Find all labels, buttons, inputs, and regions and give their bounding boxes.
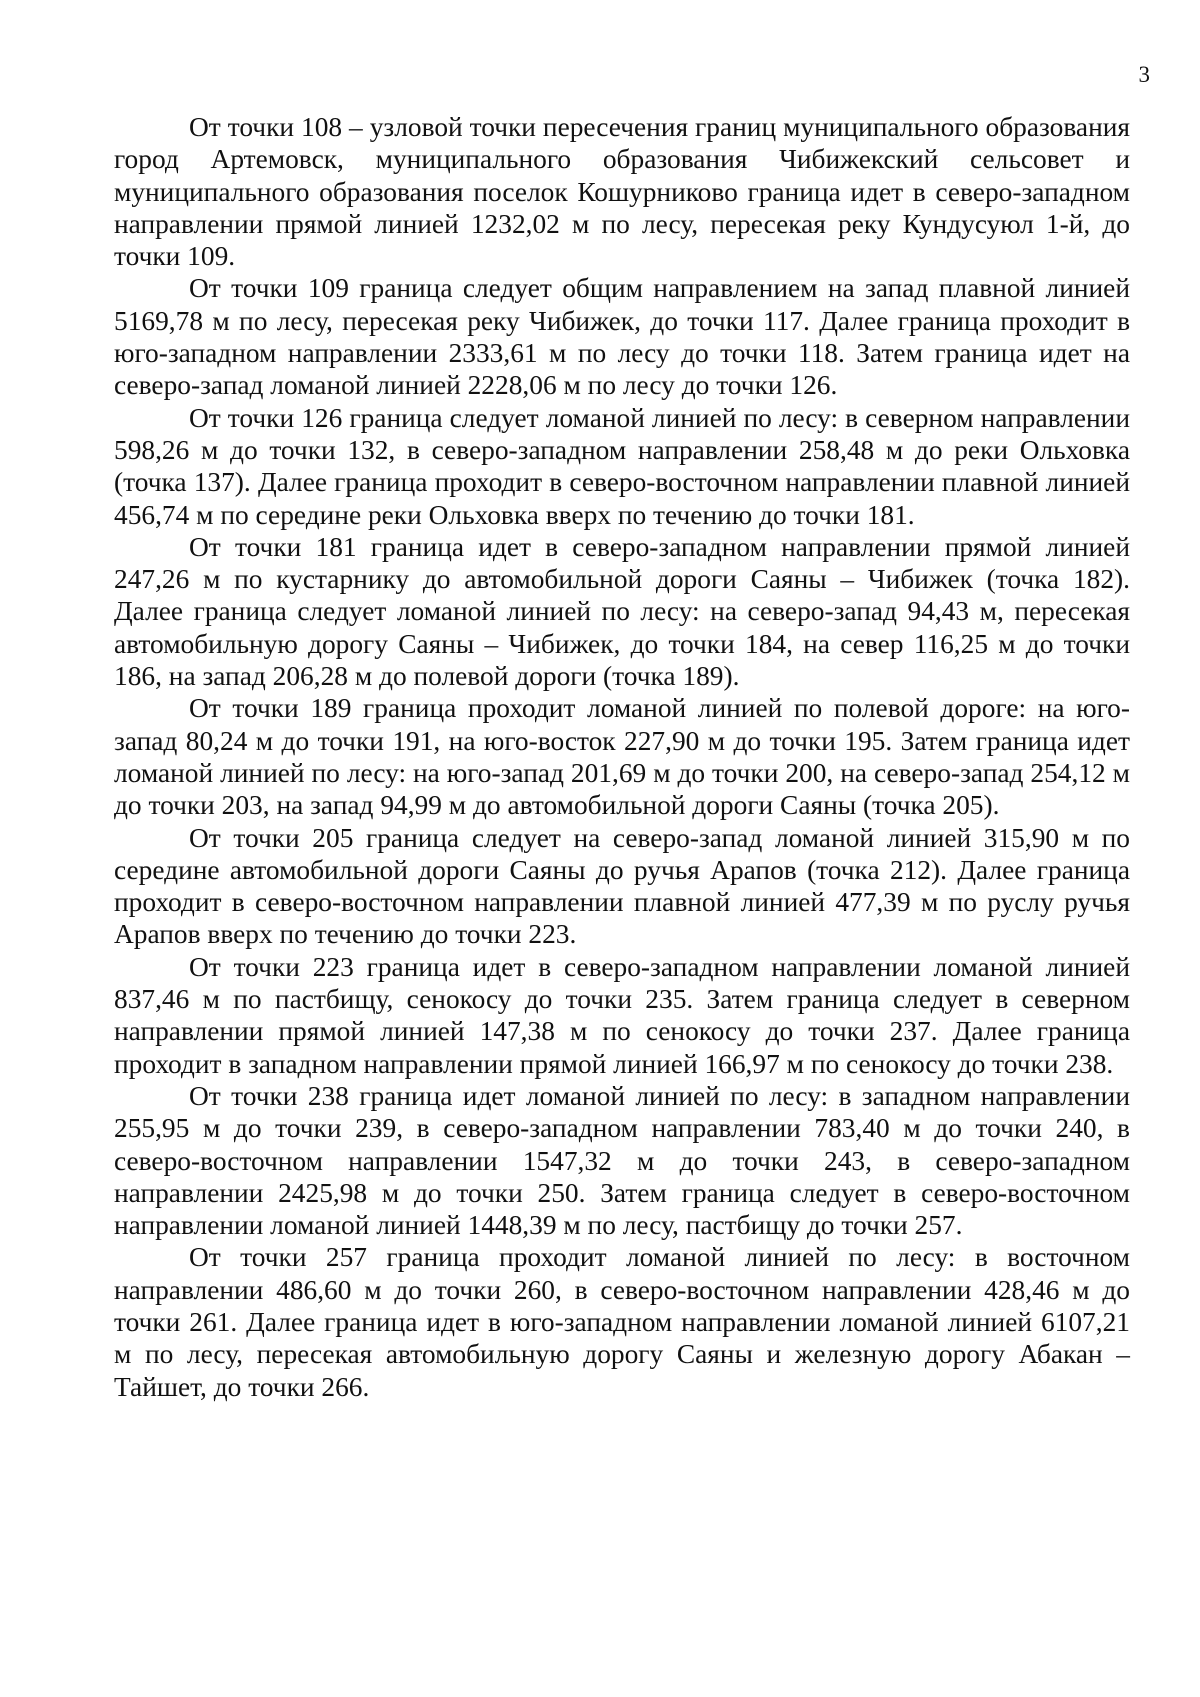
page-number: 3 xyxy=(1138,62,1150,87)
paragraph-point-108: От точки 108 – узловой точки пересечения границ муниципального образования город Артемовск, муниципального образования Чибижекский сельсовет и муниципального образования поселок Кошурниково граница идет в северо-западном направлении прямой линией 1232,02 м по лесу, пересекая реку Кундусуюл 1-й, до точки 109. xyxy=(114,112,1130,272)
paragraph-point-223: От точки 223 граница идет в северо-западном направлении ломаной линией 837,46 м по пастбищу, сенокосу до точки 235. Затем граница следует в северном направлении прямой линией 147,38 м по сенокосу до точки 237. Далее граница проходит в западном направлении прямой линией 166,97 м по сенокосу до точки 238. xyxy=(114,951,1130,1079)
paragraph-point-126: От точки 126 граница следует ломаной линией по лесу: в северном направлении 598,26 м до точки 132, в северо-западном направлении 258,48 м до реки Ольховка (точка 137). Далее граница проходит в северо-восточном направлении плавной линией 456,74 м по середине реки Ольховка вверх по течению до точки 181. xyxy=(114,402,1130,530)
paragraph-point-238: От точки 238 граница идет ломаной линией по лесу: в западном направлении 255,95 м до точки 239, в северо-западном направлении 783,40 м до точки 240, в северо-восточном направлении 1547,32 м до точки 243, в северо-западном направлении 2425,98 м до точки 250. Затем граница следует в северо-восточном направлении ломаной линией 1448,39 м по лесу, пастбищу до точки 257. xyxy=(114,1080,1130,1241)
paragraph-point-109: От точки 109 граница следует общим направлением на запад плавной линией 5169,78 м по лесу, пересекая реку Чибижек, до точки 117. Далее граница проходит в юго-западном направлении 2333,61 м по лесу до точки 118. Затем граница идет на северо-запад ломаной линией 2228,06 м по лесу до точки 126. xyxy=(114,273,1130,401)
paragraph-point-205: От точки 205 граница следует на северо-запад ломаной линией 315,90 м по середине автомобильной дороги Саяны до ручья Арапов (точка 212). Далее граница проходит в северо-восточном направлении плавной линией 477,39 м по руслу ручья Арапов вверх по течению до точки 223. xyxy=(114,822,1130,950)
document-body xyxy=(114,111,1130,1403)
paragraph-point-181: От точки 181 граница идет в северо-западном направлении прямой линией 247,26 м по кустарнику до автомобильной дороги Саяны – Чибижек (точка 182). Далее граница следует ломаной линией по лесу: на северо-запад 94,43 м, пересекая автомобильную дорогу Саяны – Чибижек, до точки 184, на север 116,25 м до точки 186, на запад 206,28 м до полевой дороги (точка 189). xyxy=(114,531,1130,692)
paragraph-point-257: От точки 257 граница проходит ломаной линией по лесу: в восточном направлении 486,60 м до точки 260, в северо-восточном направлении 428,46 м до точки 261. Далее граница идет в юго-западном направлении ломаной линией 6107,21 м по лесу, пересекая автомобильную дорогу Саяны и железную дорогу Абакан – Тайшет, до точки 266. xyxy=(114,1242,1130,1402)
paragraph-point-189: От точки 189 граница проходит ломаной линией по полевой дороге: на юго-запад 80,24 м до точки 191, на юго-восток 227,90 м до точки 195. Затем граница идет ломаной линией по лесу: на юго-запад 201,69 м до точки 200, на северо-запад 254,12 м до точки 203, на запад 94,99 м до автомобильной дороги Саяны (точка 205). xyxy=(114,693,1130,821)
